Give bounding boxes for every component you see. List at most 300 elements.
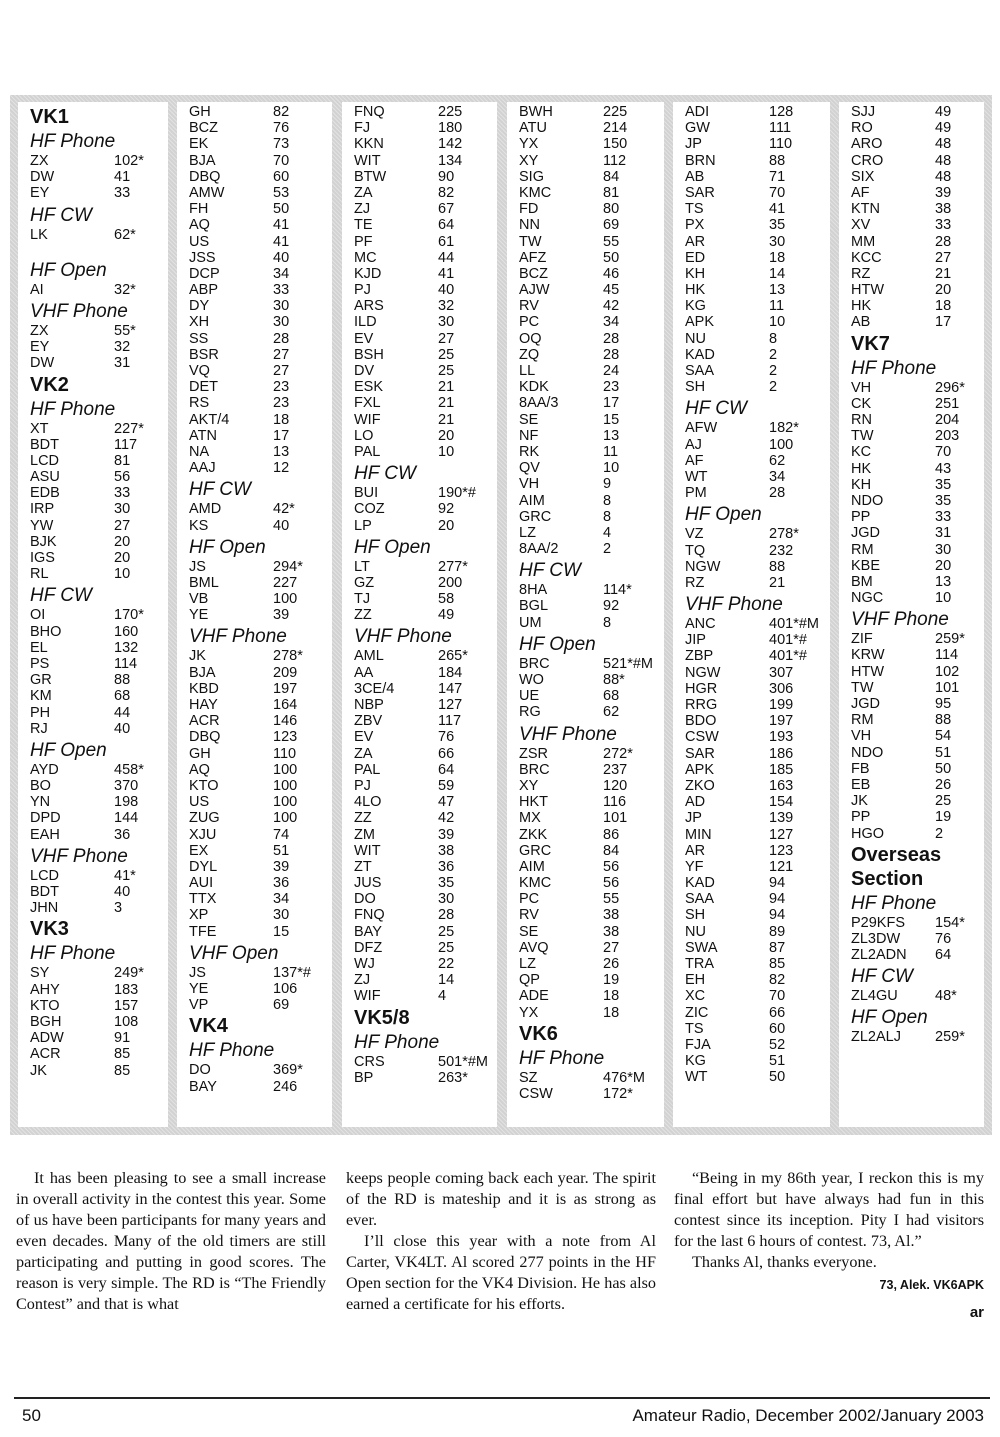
score: 30 [273, 298, 290, 315]
score: 225 [603, 104, 628, 120]
section-heading: HF Phone [189, 1040, 275, 1062]
section-heading: HF CW [851, 966, 913, 988]
result-row [519, 615, 664, 631]
callsign: FJ [354, 120, 371, 137]
score: 278* [273, 648, 303, 665]
score: 369* [273, 1062, 303, 1079]
score: 27 [603, 939, 620, 956]
callsign: US [189, 794, 210, 811]
result-row [354, 956, 497, 972]
callsign: SZ [519, 1069, 538, 1086]
score: 86 [603, 826, 620, 843]
callsign: EH [685, 972, 706, 989]
callsign: PAL [354, 761, 381, 778]
callsign: HK [851, 298, 872, 315]
score: 18 [273, 411, 290, 428]
score: 85 [769, 956, 786, 972]
callsign: ARS [354, 298, 384, 315]
score: 17 [935, 314, 952, 331]
score: 70 [769, 988, 786, 1005]
callsign: GW [685, 120, 710, 137]
callsign: EAH [30, 826, 60, 843]
score: 2 [769, 379, 778, 396]
result-row [354, 1070, 497, 1086]
callsign: AQ [189, 761, 210, 778]
result-row [189, 697, 332, 713]
result-row [30, 762, 168, 778]
score: 80 [603, 201, 620, 218]
callsign: 8HA [519, 582, 548, 599]
score: 34 [273, 265, 290, 282]
callsign: JUS [354, 875, 382, 892]
score: 501*#M [438, 1053, 488, 1070]
score: 30 [935, 541, 952, 558]
result-row [519, 250, 664, 266]
callsign: AFW [685, 420, 718, 437]
score: 43 [935, 460, 952, 477]
score: 184 [438, 664, 463, 681]
callsign: ESK [354, 379, 384, 396]
callsign: BTW [354, 168, 387, 185]
callsign: TS [685, 201, 704, 218]
callsign: VP [189, 997, 209, 1014]
callsign: NU [685, 330, 706, 347]
score: 272* [603, 745, 633, 762]
result-row [354, 136, 497, 152]
score: 53 [273, 184, 290, 201]
callsign: ZL3DW [851, 930, 901, 947]
callsign: GZ [354, 574, 375, 591]
score: 51 [769, 1053, 786, 1070]
result-row [189, 575, 332, 591]
score: 38 [603, 923, 620, 940]
callsign: YE [189, 607, 209, 624]
callsign: NDO [851, 492, 884, 509]
result-row [519, 972, 664, 988]
result-row [354, 875, 497, 891]
callsign: JHN [30, 900, 59, 917]
result-row [30, 1046, 168, 1062]
result-row [354, 988, 497, 1004]
callsign: BGL [519, 598, 549, 615]
callsign: VH [851, 728, 872, 745]
callsign: BUI [354, 485, 379, 502]
callsign: NU [685, 923, 706, 940]
result-row [354, 250, 497, 266]
result-row [685, 843, 830, 859]
callsign: AI [30, 281, 44, 298]
callsign: EY [30, 185, 50, 202]
result-row [519, 988, 664, 1004]
result-row [519, 217, 664, 233]
callsign: NN [519, 217, 540, 234]
callsign: BSH [354, 346, 384, 363]
callsign: ARO [851, 136, 883, 153]
results-column-4 [507, 102, 664, 1127]
division-heading: VK1 [30, 106, 69, 128]
score: 61 [438, 233, 455, 250]
result-row [30, 485, 168, 501]
score: 38 [438, 842, 455, 859]
callsign: DO [354, 891, 376, 908]
callsign: BJK [30, 533, 57, 550]
callsign: WT [685, 1069, 708, 1086]
score: 49 [935, 104, 952, 120]
callsign: BRC [519, 655, 550, 672]
division-heading: VK6 [519, 1022, 558, 1045]
result-row [30, 566, 168, 582]
callsign: LP [354, 517, 372, 534]
result-row [519, 266, 664, 282]
score: 94 [769, 875, 786, 892]
score: 51 [273, 842, 290, 859]
result-row [354, 591, 497, 607]
callsign: XY [519, 777, 539, 794]
result-row [519, 656, 664, 672]
result-row [189, 1062, 332, 1078]
callsign: VH [519, 476, 540, 493]
callsign: DFZ [354, 939, 383, 956]
score: 55 [603, 891, 620, 908]
callsign: ZL4GU [851, 988, 898, 1005]
section-heading: HF Open [30, 739, 107, 761]
result-row [354, 794, 497, 810]
score: 69 [273, 997, 290, 1014]
callsign: PC [519, 891, 540, 908]
score: 117 [114, 436, 138, 453]
score: 265* [438, 648, 468, 665]
result-row [354, 859, 497, 875]
score: 88 [769, 152, 786, 169]
callsign: DBQ [189, 729, 221, 746]
result-row [519, 704, 664, 720]
end-mark: ar [969, 1304, 984, 1321]
score: 10 [114, 566, 131, 583]
score: 56 [114, 469, 131, 486]
callsign: EL [30, 639, 48, 656]
callsign: ZSR [519, 745, 548, 762]
callsign: BGH [30, 1013, 62, 1030]
score: 89 [769, 923, 786, 940]
result-row [851, 590, 984, 606]
result-row [685, 907, 830, 923]
result-row [519, 363, 664, 379]
results-column-1 [18, 102, 168, 1127]
score: 82 [273, 104, 290, 120]
callsign: ILD [354, 314, 377, 331]
callsign: RM [851, 712, 874, 729]
callsign: TJ [354, 591, 371, 608]
callsign: EY [30, 339, 50, 356]
result-row [519, 859, 664, 875]
score: 17 [273, 427, 290, 444]
score: 142 [438, 136, 463, 153]
score: 76 [273, 120, 290, 137]
score: 40 [273, 249, 290, 266]
callsign: BWH [519, 104, 553, 120]
score: 28 [438, 907, 455, 924]
result-row [354, 331, 497, 347]
callsign: YX [519, 136, 539, 153]
callsign: HKT [519, 794, 548, 811]
result-row [189, 136, 332, 152]
result-row [851, 153, 984, 169]
callsign: ZJ [354, 972, 371, 989]
callsign: AYD [30, 761, 59, 778]
callsign: ACR [189, 713, 220, 730]
callsign: ZKO [685, 777, 715, 794]
callsign: KS [189, 517, 209, 534]
score: 49 [438, 607, 455, 624]
result-row [354, 713, 497, 729]
section-heading: HF Phone [30, 943, 116, 965]
result-row [519, 282, 664, 298]
result-row [685, 681, 830, 697]
callsign: FNQ [354, 104, 385, 120]
result-row [685, 217, 830, 233]
score: 31 [114, 355, 131, 372]
score: 101 [603, 810, 628, 827]
callsign: 4LO [354, 794, 382, 811]
section-heading: HF Open [851, 1007, 928, 1029]
score: 4 [438, 988, 447, 1005]
score: 277* [438, 558, 468, 575]
callsign: IGS [30, 550, 55, 566]
score: 24 [603, 363, 620, 379]
result-row [851, 1029, 984, 1045]
score: 82 [438, 184, 455, 201]
callsign: WIF [354, 988, 381, 1005]
score: 91 [114, 1030, 131, 1047]
callsign: SE [519, 411, 539, 428]
score: 33 [935, 509, 952, 526]
callsign: ZIC [685, 1004, 709, 1021]
callsign: AHY [30, 981, 60, 998]
callsign: EV [354, 330, 374, 347]
result-row [851, 380, 984, 396]
result-row [30, 518, 168, 534]
score: 227 [273, 574, 298, 591]
result-row [685, 924, 830, 940]
section-heading: VHF Phone [519, 723, 617, 745]
score: 157 [114, 997, 139, 1014]
result-row [851, 680, 984, 696]
callsign: RV [519, 907, 539, 924]
result-row [30, 721, 168, 737]
result-row [685, 420, 830, 436]
score: 108 [114, 1013, 139, 1030]
result-row [851, 826, 984, 842]
callsign: BML [189, 574, 219, 591]
result-row [851, 761, 984, 777]
score: 70 [935, 444, 952, 461]
result-row [519, 525, 664, 541]
page-number: 50 [22, 1406, 41, 1425]
score: 185 [769, 761, 794, 778]
callsign: SIG [519, 168, 544, 185]
result-row [30, 282, 168, 298]
result-row [519, 582, 664, 598]
score: 41 [438, 265, 455, 282]
section-heading: HF CW [30, 204, 92, 226]
callsign: GRC [519, 842, 552, 859]
callsign: RN [851, 412, 872, 428]
spacer [30, 243, 168, 257]
result-row [189, 104, 332, 120]
result-row [30, 355, 168, 371]
callsign: AB [685, 168, 705, 185]
score: 246 [273, 1078, 298, 1095]
score: 32 [438, 298, 455, 315]
callsign: EDB [30, 485, 60, 502]
score: 128 [769, 104, 794, 120]
section-heading: HF CW [30, 585, 92, 607]
score: 39 [438, 826, 455, 843]
result-row [30, 1014, 168, 1030]
callsign: TTX [189, 891, 217, 908]
score: 294* [273, 558, 303, 575]
callsign: AAJ [189, 460, 216, 477]
result-row [685, 1021, 830, 1037]
callsign: DCP [189, 265, 220, 282]
result-row [851, 745, 984, 761]
score: 48 [935, 152, 952, 169]
score: 117 [438, 713, 462, 730]
score: 458* [114, 761, 144, 778]
callsign: VH [851, 379, 872, 396]
score: 154 [769, 794, 794, 811]
score: 88* [603, 672, 625, 688]
callsign: TW [851, 679, 874, 696]
score: 88 [114, 672, 131, 689]
score: 51 [935, 744, 952, 761]
result-row [519, 843, 664, 859]
score: 32 [114, 339, 131, 356]
result-row [519, 672, 664, 688]
result-row [354, 907, 497, 923]
score: 62 [769, 452, 786, 469]
result-row [685, 526, 830, 542]
score: 116 [603, 794, 627, 811]
result-row [685, 827, 830, 843]
callsign: YX [519, 1004, 539, 1021]
score: 50 [935, 760, 952, 777]
result-row [519, 379, 664, 395]
score: 134 [438, 152, 463, 169]
score: 209 [273, 664, 298, 681]
callsign: OI [30, 607, 46, 624]
result-row [354, 697, 497, 713]
score: 41* [114, 867, 136, 884]
score: 25 [438, 346, 455, 363]
callsign: EX [189, 842, 209, 859]
score: 164 [273, 697, 298, 713]
result-row [851, 477, 984, 493]
callsign: XT [30, 420, 49, 437]
score: 94 [769, 907, 786, 924]
result-row [851, 777, 984, 793]
score: 214 [603, 120, 628, 137]
callsign: AMW [189, 184, 225, 201]
result-row [685, 185, 830, 201]
result-row [354, 412, 497, 428]
result-row [685, 485, 830, 501]
callsign: RRG [685, 697, 718, 713]
callsign: TW [851, 428, 874, 445]
result-row [354, 810, 497, 826]
article-column-3 [674, 1168, 984, 1323]
result-row [519, 956, 664, 972]
callsign: DPD [30, 810, 61, 827]
score: 18 [603, 1004, 620, 1021]
callsign: MIN [685, 826, 712, 843]
result-row [851, 542, 984, 558]
callsign: LZ [519, 956, 536, 972]
score: 8 [769, 330, 778, 347]
result-row [30, 534, 168, 550]
result-row [30, 501, 168, 517]
callsign: QV [519, 460, 540, 477]
callsign: HK [685, 282, 706, 299]
score: 39 [273, 607, 290, 624]
result-row [519, 509, 664, 525]
result-row [685, 632, 830, 648]
callsign: BJA [189, 664, 216, 681]
callsign: LK [30, 226, 48, 243]
score: 27 [273, 363, 290, 379]
score: 13 [935, 573, 952, 590]
callsign: RZ [685, 574, 705, 591]
callsign: LCD [30, 452, 60, 469]
callsign: AKT/4 [189, 411, 230, 428]
score: 30 [114, 501, 131, 518]
score: 110 [769, 136, 793, 153]
result-row [354, 827, 497, 843]
callsign: AJ [685, 436, 702, 453]
callsign: JIP [685, 632, 706, 649]
result-row [30, 998, 168, 1014]
score: 198 [114, 794, 139, 811]
score: 21 [438, 395, 455, 412]
result-row [851, 234, 984, 250]
callsign: AIM [519, 492, 545, 509]
score: 84 [603, 168, 620, 185]
result-row [519, 331, 664, 347]
score: 41 [114, 169, 131, 186]
division-heading: VK7 [851, 332, 890, 355]
result-row [189, 518, 332, 534]
callsign: DW [30, 169, 55, 186]
score: 67 [438, 201, 455, 218]
result-row [685, 988, 830, 1004]
score: 21 [438, 411, 455, 428]
score: 46 [603, 265, 620, 282]
result-row [189, 827, 332, 843]
callsign: WIF [354, 411, 381, 428]
score: 14 [438, 972, 455, 989]
results-column-6 [839, 102, 984, 1127]
score: 40 [114, 884, 131, 900]
callsign: AMD [189, 501, 222, 518]
score: 25 [438, 923, 455, 940]
score: 401*#M [769, 616, 819, 633]
result-row [354, 972, 497, 988]
score: 28 [603, 346, 620, 363]
score: 38 [935, 201, 952, 218]
result-row [189, 810, 332, 826]
score: 34 [273, 891, 290, 908]
result-row [851, 574, 984, 590]
